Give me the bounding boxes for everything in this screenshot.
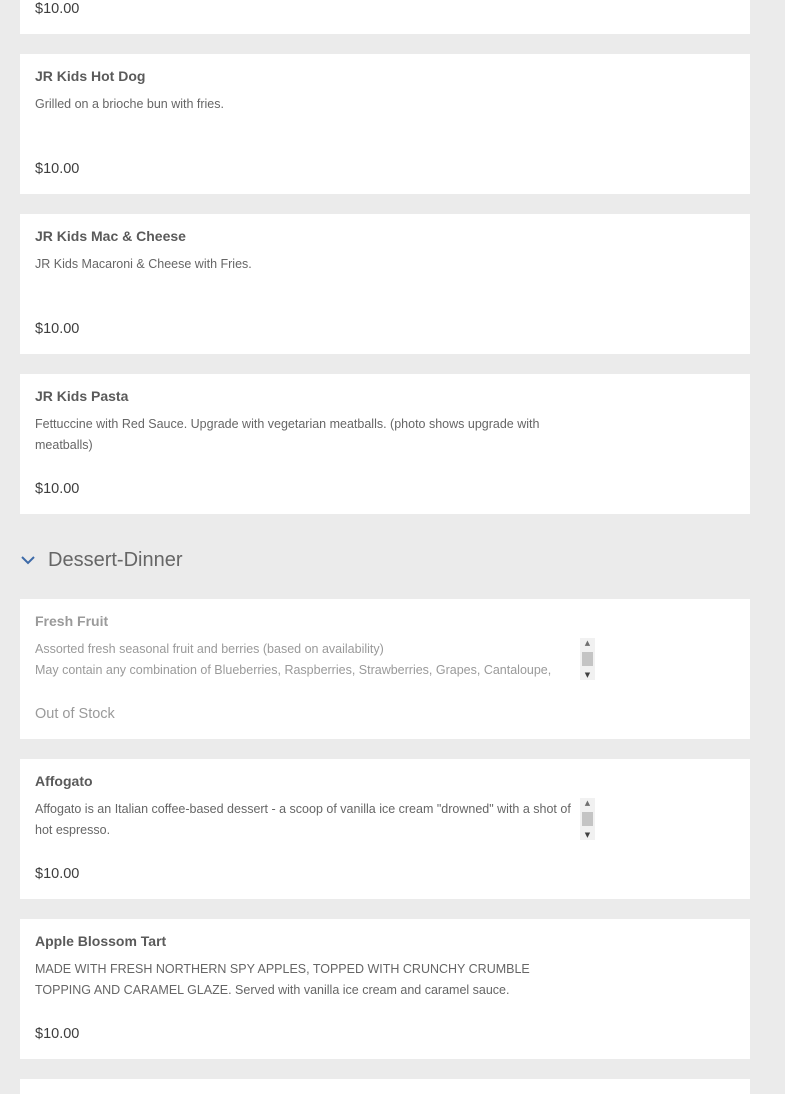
item-name: JR Kids Pasta xyxy=(35,388,129,404)
section-title: Dessert-Dinner xyxy=(48,548,183,571)
menu-item-card-fresh-fruit[interactable] xyxy=(20,599,750,739)
item-description: MADE WITH FRESH NORTHERN SPY APPLES, TOPPED WITH CRUNCHY CRUMBLE TOPPING AND CARAMEL GLAZE. Served with vanilla ice cream and caramel sauce. xyxy=(35,962,530,997)
item-description: JR Kids Macaroni & Cheese with Fries. xyxy=(35,257,252,271)
menu-item-card-apple-tart[interactable] xyxy=(20,919,750,1059)
scroll-down-icon[interactable]: ▼ xyxy=(584,671,591,679)
item-price: $10.00 xyxy=(35,321,80,337)
item-name: Apple Blossom Tart xyxy=(35,933,167,949)
item-price: $10.00 xyxy=(35,1026,80,1042)
description-scrollbar[interactable] xyxy=(580,798,595,840)
item-price: $10.00 xyxy=(35,161,80,177)
scrollbar-thumb[interactable] xyxy=(582,652,593,666)
menu-item-card-pasta[interactable] xyxy=(20,374,750,514)
item-description: Affogato is an Italian coffee-based dessert - a scoop of vanilla ice cream "drowned" with a shot of hot espresso. xyxy=(35,802,571,837)
stock-status: Out of Stock xyxy=(35,706,115,722)
menu-item-card-mac-cheese[interactable] xyxy=(20,214,750,354)
item-name: JR Kids Mac & Cheese xyxy=(35,228,186,244)
item-description: Grilled on a brioche bun with fries. xyxy=(35,97,224,111)
item-price: $10.00 xyxy=(35,1,80,17)
item-price: $10.00 xyxy=(35,866,80,882)
scroll-up-icon[interactable]: ▲ xyxy=(584,799,591,807)
menu-item-card[interactable] xyxy=(20,1079,750,1094)
item-price: $10.00 xyxy=(35,481,80,497)
section-header-dessert[interactable] xyxy=(20,545,182,575)
scroll-down-icon[interactable]: ▼ xyxy=(584,831,591,839)
menu-item-card-hot-dog[interactable] xyxy=(20,54,750,194)
description-scrollbar[interactable] xyxy=(580,638,595,680)
item-name: JR Kids Hot Dog xyxy=(35,68,146,84)
item-name: Affogato xyxy=(35,773,93,789)
item-description: Fettuccine with Red Sauce. Upgrade with vegetarian meatballs. (photo shows upgrade with meatballs) xyxy=(35,417,540,452)
scrollbar-thumb[interactable] xyxy=(582,812,593,826)
menu-item-card-affogato[interactable] xyxy=(20,759,750,899)
scroll-up-icon[interactable]: ▲ xyxy=(584,639,591,647)
item-description: Assorted fresh seasonal fruit and berries (based on availability) May contain any combination of Blueberries, Raspberries, Strawberries, Grapes, Cantaloupe, xyxy=(35,642,552,677)
menu-item-card[interactable] xyxy=(20,0,750,34)
chevron-down-icon[interactable] xyxy=(20,552,36,568)
item-name: Fresh Fruit xyxy=(35,613,109,629)
